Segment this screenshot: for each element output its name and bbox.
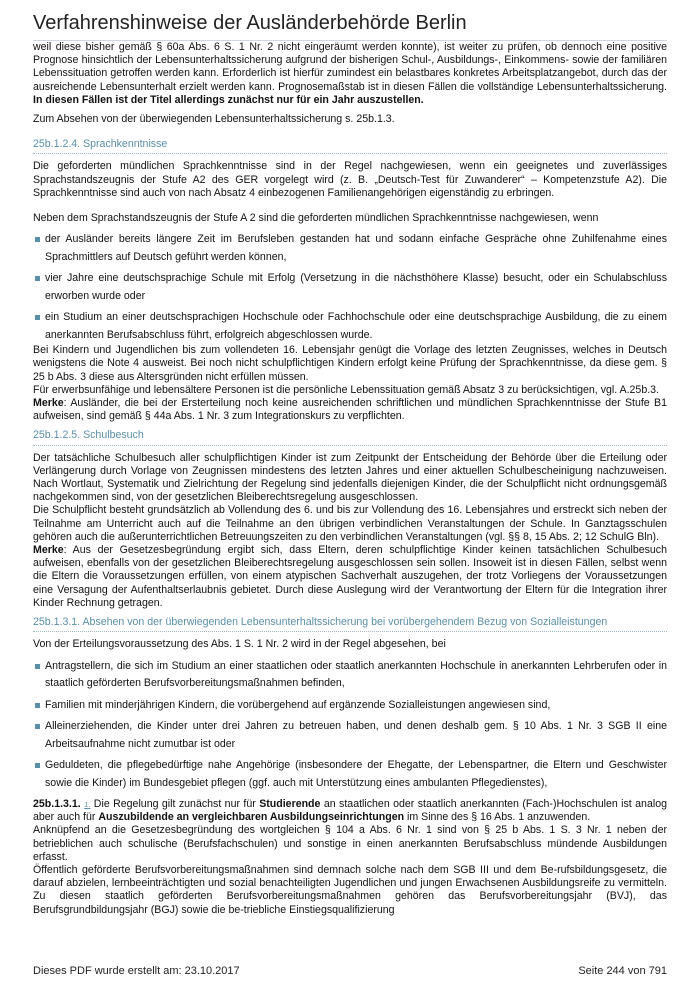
paragraph: Der tatsächliche Schulbesuch aller schulpflichtigen Kinder ist zum Zeitpunkt der Entscheidung der Behörde über die Erteilung oder Verlängerung durch Vorlage von Zeugnissen mindestens des letzten Jahres und einer aktuellen Schulbescheinigung nachzuweisen. Nach Wortlaut, Systematik und Zielrichtung der Regelung sind jedenfalls diejenigen Kinder, die der Schulpflicht nicht ordnungsgemäß nachgekommen sind, von der gesetzlichen Bleiberechtsregelung ausgeschlossen. [33, 451, 667, 504]
merke-note: Merke: Aus der Gesetzesbegründung ergibt sich, dass Eltern, deren schulpflichtige Kinder keinen tatsächlichen Schulbesuch aufweisen, ebenfalls von der gesetzlichen Bleiberechtsregelung ausgeschlossen sein sollen. Insoweit ist in diesen Fällen, selbst wenn die Eltern die Voraussetzungen erfüllen, von einem atypischen Sachverhalt auszugehen, der trotz Vorliegens der Voraussetzungen eine Versagung der Aufenthaltserlaubnis gebietet. Durch diese Auslegung wird der Verantwortung der Eltern für die Integration ihrer Kinder Rechnung getragen. [33, 544, 667, 609]
list-item: ein Studium an einer deutschsprachigen Hochschule oder Fachhochschule oder eine deutschsprachige Ausbildung, die zu einem anerkannten Berufsabschluss führt, erfolgreich abgeschlossen wurde. [33, 309, 667, 344]
bullet-list-absehen [33, 658, 667, 793]
list-item: Geduldeten, die pflegebedürftige nahe Angehörige (insbesondere der Ehegatte, der Lebenspartner, die Eltern und Geschwister sowie die Kinder) im Bundesgebiet pflegen (ggf. auch mit Unterstützung eines ambulanten Pflegedienstes), [33, 757, 667, 792]
paragraph-number: 25b.1.3.1. [33, 798, 81, 810]
document-body [33, 41, 667, 946]
section-heading-schulbesuch: 25b.1.2.5. Schulbesuch [33, 429, 667, 445]
page-header [33, 10, 667, 41]
list-item: Alleinerziehenden, die Kinder unter drei Jahren zu betreuen haben, und denen deshalb gem. § 10 Abs. 1 Nr. 3 SGB II eine Arbeitsaufnahme nicht zumutbar ist oder [33, 718, 667, 753]
bullet-marker-icon [35, 237, 40, 242]
bullet-marker-icon [35, 276, 40, 281]
paragraph: 25b.1.3.1. 1. Die Regelung gilt zunächst nur für Studierende an staatlichen oder staatlich anerkannten (Fach-)Hochschulen ist analog aber auch für Auszubildende an vergleichbaren Ausbildungseinrichtungen im Sinne des § 16 Abs. 1 anzuwenden. [33, 798, 667, 824]
paragraph: Zum Absehen von der überwiegenden Lebensunterhaltssicherung s. 25b.1.3. [33, 113, 395, 126]
paragraph: Öffentlich geförderte Berufsvorbereitungsmaßnahmen sind demnach solche nach dem SGB III und dem Be-rufsbildungsgesetz, die darauf abzielen, lernbeeinträchtigten und sozial benachteiligten Jugendlichen und jungen Erwachsenen Ausbildungsreife zu vermitteln. Zu diesen staatlich geförderten Berufsvorbereitungsmaßnahmen gehören das Berufsvorbereitungsjahr (BVJ), das Berufsgrundbildungsjahr (BGJ) sowie die be-triebliche Einstiegsqualifizierung [33, 864, 667, 916]
paragraph: Die Schulpflicht besteht grundsätzlich ab Vollendung des 6. und bis zur Vollendung des 16. Lebensjahres und erstreckt sich neben der Teilnahme am Unterricht auch auf die Teilnahme an den übrigen verbindlichen Veranstaltungen der Schule. In Ganztagsschulen gehören auch die außerunterrichtlichen Betreuungszeiten zu den verbindlichen Veranstaltungen (vgl. §§ 8, 15 Abs. 2; 12 SchulG Bln). [33, 504, 667, 543]
sub-number-link[interactable]: 1. [84, 800, 91, 809]
paragraph: Für erwerbsunfähige und lebensältere Personen ist die persönliche Lebenssituation gemäß Absatz 3 zu berücksichtigen, vgl. A.25b.3. [33, 383, 659, 396]
paragraph: Anknüpfend an die Gesetzesbegründung des wortgleichen § 104 a Abs. 6 Nr. 1 sind von § 25 b Abs. 1 S. 3 Nr. 1 neben der betrieblichen auch schulische (Berufsfachschulen) und sonstige in einen anerkannten Berufsabschluss mündende Ausbildungen erfasst. [33, 824, 667, 863]
section-heading-sprachkenntnisse: 25b.1.2.4. Sprachkenntnisse [33, 138, 667, 154]
document-title: Verfahrenshinweise der Ausländerbehörde Berlin [33, 12, 467, 34]
bullet-marker-icon [35, 315, 40, 320]
paragraph: weil diese bisher gemäß § 60a Abs. 6 S. 1 Nr. 2 nicht eingeräumt werden konnte), ist weiter zu prüfen, ob dennoch eine positive Prognose hinsichtlich der Lebensunterhaltssicherung aufgrund der bisherigen Schul-, Ausbildungs-, Einkommens- sowie der familiären Lebenssituation getroffen werden kann. Erforderlich ist hierfür zumindest ein belastbares konkretes Arbeitsplatzangebot, durch das der ausreichende Lebensunterhalt erzielt werden kann. Prognosemaßstab ist in diesen Fällen die vollständige Lebensunterhaltssicherung. In diesen Fällen ist der Titel allerdings zunächst nur für ein Jahr auszustellen. [33, 41, 667, 106]
page-number: Seite 244 von 791 [578, 965, 667, 977]
merke-note: Merke: Ausländer, die bei der Ersterteilung noch keine ausreichenden schriftlichen und mündlichen Sprachkenntnisse der Stufe B1 aufweisen, sind gemäß § 44a Abs. 1 Nr. 3 zum Integrationskurs zu verpflichten. [33, 397, 667, 423]
paragraph: Bei Kindern und Jugendlichen bis zum vollendeten 16. Lebensjahr genügt die Vorlage des letzten Zeugnisses, welches in Deutsch wenigstens die Note 4 ausweist. Bei noch nicht schulpflichtigen Kindern erfolgt keine Prüfung der Sprachkenntnisse, da diese gem. § 25 b Abs. 3 diese aus Altersgründen nicht erfüllen müssen. [33, 344, 667, 383]
bullet-marker-icon [35, 664, 40, 669]
paragraph: Die geforderten mündlichen Sprachkenntnisse sind in der Regel nachgewiesen, wenn ein geeignetes und zuverlässiges Sprachstandszeugnis der Stufe A2 des GER vorgelegt wird (z. B. „Deutsch-Test für Zuwanderer“ – Kompetenzstufe A2). Die Sprachkenntnisse sind auch von nach Absatz 4 einbezogenen Familienangehörigen eigenständig zu erbringen. [33, 160, 667, 199]
list-item: Antragstellern, die sich im Studium an einer staatlichen oder staatlich anerkannten Hochschule in anerkannten Lehrberufen oder in staatlich geförderten Berufsvorbereitungsmaßnahmen befinden, [33, 658, 667, 693]
bullet-marker-icon [35, 763, 40, 768]
list-item: Familien mit minderjährigen Kindern, die vorübergehend auf ergänzende Sozialleistungen angewiesen sind, [33, 697, 667, 715]
list-item: der Ausländer bereits längere Zeit im Berufsleben gestanden hat und sodann einfache Gespräche ohne Zuhilfenahme eines Sprachmittlers auf Deutsch geführt werden können, [33, 231, 667, 266]
bold-note: In diesen Fällen ist der Titel allerdings zunächst nur für ein Jahr auszustellen. [33, 93, 424, 106]
list-item: vier Jahre eine deutschsprachige Schule mit Erfolg (Versetzung in die nächsthöhere Klasse) besucht, oder ein Schulabschluss erworben wurde oder [33, 270, 667, 305]
bullet-list-sprachkenntnisse [33, 231, 667, 344]
paragraph: Neben dem Sprachstandszeugnis der Stufe A 2 sind die geforderten mündlichen Sprachkenntnisse nachgewiesen, wenn [33, 212, 599, 225]
bullet-marker-icon [35, 724, 40, 729]
paragraph: Von der Erteilungsvoraussetzung des Abs. 1 S. 1 Nr. 2 wird in der Regel abgesehen, bei [33, 638, 446, 651]
creation-date: Dieses PDF wurde erstellt am: 23.10.2017 [33, 965, 240, 977]
section-heading-absehen: 25b.1.3.1. Absehen von der überwiegenden Lebensunterhaltssicherung bei vorübergehendem Bezug von Sozialleistungen [33, 616, 667, 632]
bullet-marker-icon [35, 703, 40, 708]
